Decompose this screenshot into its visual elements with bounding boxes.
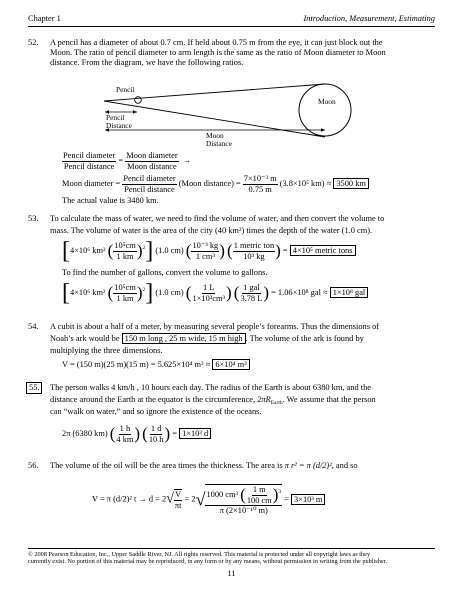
p54-line-3: multiplying the three dimensions.	[50, 346, 163, 355]
problem-52-number: 52.	[28, 38, 39, 47]
p56-diameter-equation: V = π (d/2)² t → d = 2√ $\frac{V}{\pi t}$ = 2√ 1000 cm³ ( $\frac{1 m}{100 cm}$ )$^3$ π (2×10⁻¹⁰ m) = 3×10³ m	[92, 484, 325, 516]
p53-line-2: mass. The volume of water is the area of the city (40 km²) times the depth of the water (1.0 cm).	[50, 226, 373, 235]
p55-time-equation: 2π (6380 km) ( $\frac{1 h}{4 km}$ ) ( $\frac{1 d}{10 h}$ ) = 1×10³ d	[62, 424, 211, 444]
p54-volume-equation: V = (150 m)(25 m)(15 m) = 5.625×10⁴ m³ ≈ 6×10⁴ m³	[62, 360, 250, 370]
p53-gallons-text: To find the number of gallons, convert the volume to gallons.	[62, 268, 268, 277]
p52-answer-box: 3500 km	[333, 178, 369, 189]
moon-distance-label: Moon Distance	[206, 131, 232, 148]
p52-line-2: Moon. The ratio of pencil diameter to arm length is the same as the ratio of Moon diameter to Moon	[50, 48, 386, 57]
p52-actual-value: The actual value is 3480 km.	[62, 196, 159, 205]
header-rule	[28, 26, 435, 27]
p56-answer-box: 3×10³ m	[291, 494, 325, 505]
p53-gallons-equation: [4×10⁶ km² ( $\frac{\text{10⁵cm}}{1 km}$ )$^2$] (1.0 cm) ( $\frac{1 L}{\text{1×10³cm³}}$ ) ( $\frac{\text{1 gal}}{3.78 L}$ ) = 1.06×10⁸ gal ≈ 1×10⁸ gal	[62, 283, 368, 303]
p54-line-2: Noah’s ark would be 150 m long , 25 m wide, 15 m high . The volume of the ark is found by	[50, 334, 364, 343]
p55-answer-box: 1×10³ d	[179, 428, 211, 439]
p53-mass-answer-box: 4×10⁵ metric tons	[290, 245, 356, 256]
copyright-line-2: currently exist. No portion of this material may be reproduced, in any form or by any means, without permission in writing from the publisher.	[28, 558, 388, 565]
problem-56-number: 56.	[28, 461, 39, 470]
problem-55-number: 55.	[26, 382, 42, 394]
problem-53-number: 53.	[28, 214, 39, 223]
p54-answer-box: 6×10⁴ m³	[212, 359, 249, 370]
p55-line-1: The person walks 4 km/h , 10 hours each day. The radius of the Earth is about 6380 km, and the	[50, 383, 371, 392]
p52-moon-diameter-equation: Moon diameter = $\frac{\text{Pencil diameter}}{\text{Pencil distance}}$ (Moon distance) = $\frac{\text{7×10⁻³ m}}{0.75 m}$ (3.8×10⁵ km) ≈ 3500 km	[62, 174, 369, 194]
p55-line-2: distance around the Earth at the equator is the circumference, $2\pi R_{Earth}$. We assume that the person	[50, 395, 376, 406]
footer-rule	[28, 548, 435, 549]
chapter-label: Chapter 1	[28, 14, 61, 23]
p52-line-3: distance. From the diagram, we have the following ratios.	[50, 58, 244, 67]
p56-line-1: The volume of the oil will be the area times the thickness. The area is π r² = π (d/2)², and so	[50, 461, 358, 470]
p53-line-1: To calculate the mass of water, we need to find the volume of water, and then convert the volume to	[50, 214, 385, 223]
pencil-label: Pencil	[116, 85, 135, 94]
p54-line-1: A cubit is about a half of a meter, by measuring several people’s forearms. Thus the dimensions of	[50, 322, 380, 331]
copyright-line-1: © 2008 Pearson Education, Inc., Upper Saddle River, NJ. All rights reserved. This material is protected under all copyright laws as they	[28, 551, 371, 558]
p54-dimensions-box: 150 m long , 25 m wide, 15 m high	[122, 333, 246, 344]
moon-label: Moon	[318, 97, 336, 106]
p52-ratio-equation: $\frac{\text{Pencil diameter}}{\text{Pencil distance}}$ = $\frac{\text{Moon diameter}}{\text{Moon distance}}$ →	[63, 151, 192, 171]
chapter-title: Introduction, Measurement, Estimating	[303, 14, 435, 23]
pencil-distance-label: Pencil Distance	[106, 113, 132, 130]
p55-line-3: can “walk on water,” and so ignore the existence of the oceans.	[50, 407, 262, 416]
problem-54-number: 54.	[28, 322, 39, 331]
p52-line-1: A pencil has a diameter of about 0.7 cm. If held about 0.75 m from the eye, it can just block out the	[50, 38, 383, 47]
p53-gallons-answer-box: 1×10⁸ gal	[330, 287, 369, 298]
p53-mass-equation: [4×10⁶ km² ( $\frac{\text{10⁵cm}}{1 km}$ )$^2$] (1.0 cm) ( $\frac{\text{10⁻³ kg}}{\text{1 cm³}}$ ) ( $\frac{\text{1 metric ton}}{\text{10³ kg}}$ ) = 4×10⁵ metric tons	[62, 241, 356, 261]
page-number: 11	[227, 569, 236, 578]
